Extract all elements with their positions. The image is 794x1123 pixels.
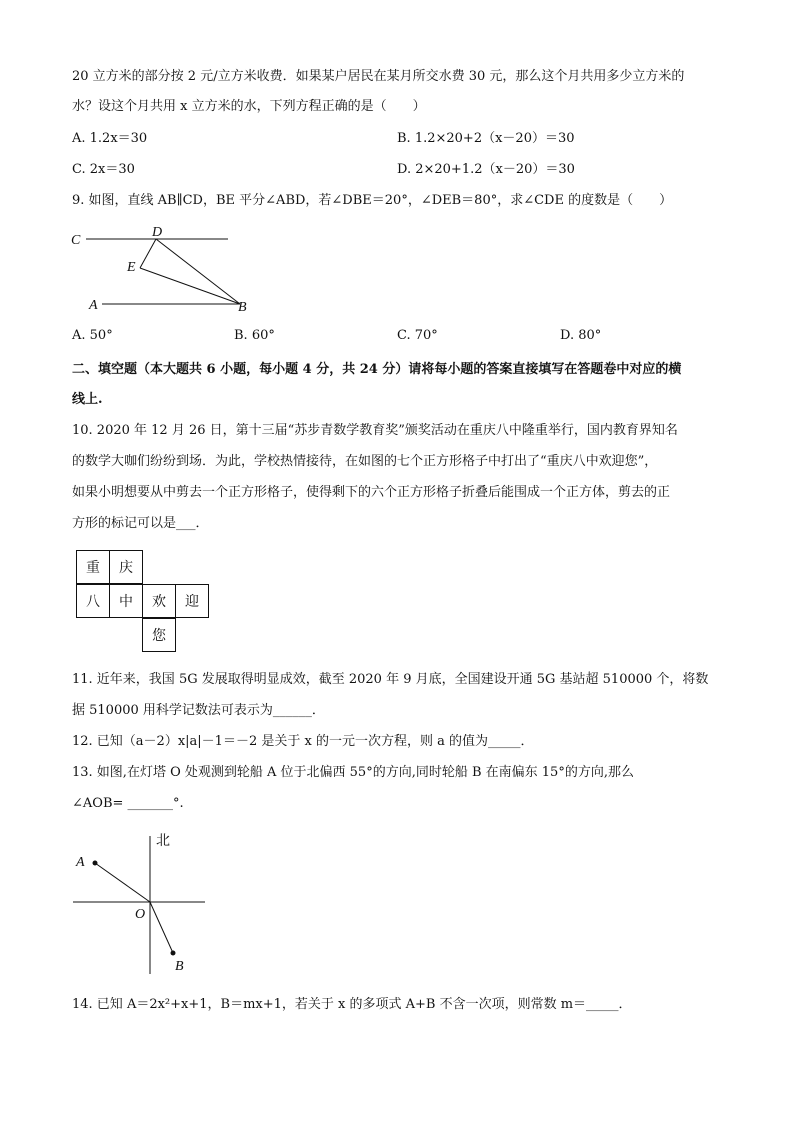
cell-huan: 欢 (142, 584, 176, 618)
segment-de (140, 239, 156, 268)
q13-line1: 13. 如图,在灯塔 O 处观测到轮船 A 位于北偏西 55°的方向,同时轮船 B 在南偏东 15°的方向,那么 (72, 765, 634, 780)
q9-option-a: A. 50° (72, 328, 113, 343)
q8-line2: 水？设这个月共用 x 立方米的水，下列方程正确的是（ ） (72, 99, 426, 114)
segment-eb (140, 268, 240, 304)
q10-line3: 如果小明想要从中剪去一个正方形格子，使得剩下的六个正方形格子折叠后能围成一个正方体，剪去的正 (72, 485, 671, 500)
q9-option-c: C. 70° (397, 328, 438, 343)
q12-text: 12. 已知（a－2）x|a|－1＝－2 是关于 x 的一元一次方程，则 a 的值为_____． (72, 734, 534, 749)
label-o: O (135, 907, 146, 922)
q13-figure (70, 828, 210, 978)
cell-nin: 您 (142, 618, 176, 652)
q9-option-d: D. 80° (560, 328, 602, 343)
segment-db (156, 239, 240, 304)
q9-text: 9. 如图，直线 AB∥CD，BE 平分∠ABD，若∠DBE＝20°，∠DEB＝80°，求∠CDE 的度数是（ ） (72, 193, 673, 208)
label-c: C (71, 233, 81, 248)
label-e: E (127, 260, 136, 275)
section2-heading-line2: 线上. (72, 392, 103, 407)
point-b (171, 951, 176, 956)
cell-qing: 庆 (109, 550, 143, 584)
q8-line1: 20 立方米的部分按 2 元/立方米收费．如果某户居民在某月所交水费 30 元，那么这个月共用多少立方米的 (72, 69, 685, 84)
q10-line4: 方形的标记可以是___． (72, 516, 209, 531)
q10-cube-net (76, 550, 216, 654)
q8-option-d: D. 2×20+1.2（x－20）＝30 (397, 162, 575, 177)
section2-heading-line1: 二、填空题（本大题共 6 小题，每小题 4 分，共 24 分）请将每小题的答案直接填写在答题卷中对应的横 (72, 362, 682, 377)
q14-text: 14. 已知 A＝2x²+x+1，B＝mx+1，若关于 x 的多项式 A+B 不含一次项，则常数 m＝_____． (72, 997, 632, 1012)
label-a: A (76, 855, 85, 870)
label-b: B (175, 959, 184, 974)
point-a (93, 861, 98, 866)
q8-option-b: B. 1.2×20+2（x－20）＝30 (397, 131, 575, 146)
cell-ba: 八 (76, 584, 110, 618)
q11-line2: 据 510000 用科学记数法可表示为______． (72, 703, 325, 718)
north-label: 北 (156, 834, 170, 849)
label-a: A (89, 298, 98, 313)
q10-line1: 10. 2020 年 12 月 26 日，第十三届“苏步青数学教育奖”颁奖活动在重庆八中隆重举行，国内教育界知名 (72, 423, 678, 438)
q8-option-c: C. 2x＝30 (72, 162, 135, 177)
q8-option-a: A. 1.2x＝30 (72, 131, 148, 146)
cell-zhong: 中 (109, 584, 143, 618)
cell-chong: 重 (76, 550, 110, 584)
label-b: B (238, 300, 247, 315)
q9-figure (70, 222, 247, 317)
q13-line2: ∠AOB= _______°. (72, 796, 184, 811)
q9-option-b: B. 60° (234, 328, 275, 343)
cell-ying: 迎 (175, 584, 209, 618)
ray-oa (95, 863, 150, 902)
q11-line1: 11. 近年来，我国 5G 发展取得明显成效，截至 2020 年 9 月底，全国建设开通 5G 基站超 510000 个，将数 (72, 672, 709, 687)
q10-line2: 的数学大咖们纷纷到场．为此，学校热情接待，在如图的七个正方形格子中打出了“重庆八中欢迎您”， (72, 454, 658, 469)
label-d: D (152, 225, 163, 240)
ray-ob (150, 902, 173, 953)
